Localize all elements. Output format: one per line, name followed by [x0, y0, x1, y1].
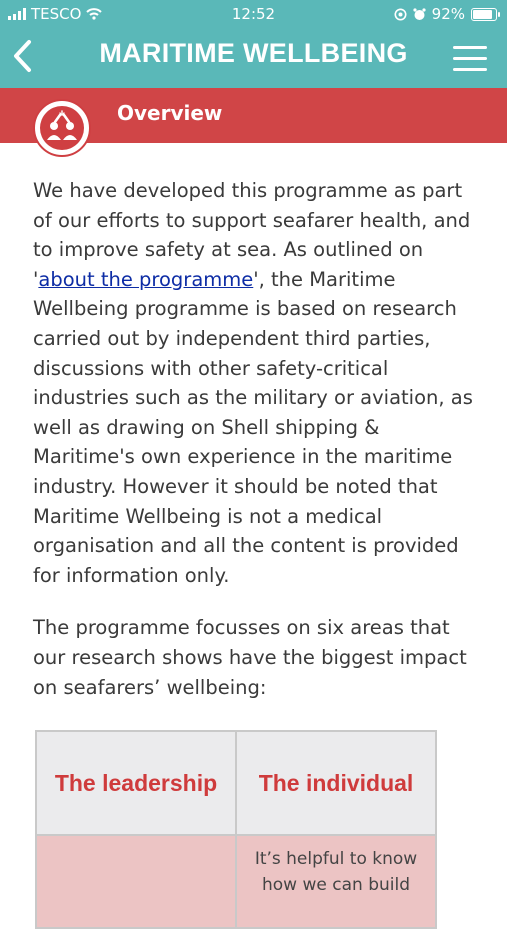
intro-paragraph	[33, 176, 483, 590]
focus-paragraph: The programme focusses on six areas that our research shows have the biggest impact on seafarers’ wellbeing:	[33, 616, 467, 699]
alarm-icon	[413, 8, 426, 21]
clock: 12:52	[231, 5, 276, 23]
battery-icon	[471, 8, 497, 21]
people-high-five-icon	[40, 106, 84, 150]
screen-lock-icon	[394, 8, 407, 21]
carrier-name: TESCO	[31, 5, 82, 23]
intro-text-end: ', the Maritime Wellbeing programme is based on research carried out by independent third parties, discussions with other safety-critical industries such as the military or aviation, as well as drawing on Shell shipping & Maritime's own experience in the maritime industry. However it should be noted that Maritime Wellbeing is not a medical organisation and all the content is provided for information only.	[33, 267, 473, 587]
nav-bar	[0, 30, 507, 82]
section-title: Overview	[117, 101, 223, 125]
table-header-cell: The individual	[236, 731, 436, 835]
table-cell	[36, 835, 236, 928]
table-row	[36, 835, 436, 928]
hamburger-menu-icon[interactable]	[453, 46, 487, 70]
table-header-row	[36, 731, 436, 835]
focus-areas-table	[35, 730, 437, 929]
overview-content	[33, 176, 483, 725]
table-cell: It’s helpful to know how we can build	[236, 835, 436, 928]
page-title: MARITIME WELLBEING	[99, 38, 408, 68]
battery-percent: 92%	[431, 5, 465, 23]
table-header-cell: The leadership	[36, 731, 236, 835]
section-icon-badge	[33, 99, 91, 157]
status-icons	[394, 5, 497, 23]
app-header	[0, 0, 507, 88]
status-bar	[0, 5, 507, 25]
about-programme-link[interactable]: about the programme	[38, 267, 254, 291]
intro-text-start: We have developed this programme as part of our efforts to support seafarer health, and to improve safety at sea. As outlined on '	[33, 179, 471, 291]
